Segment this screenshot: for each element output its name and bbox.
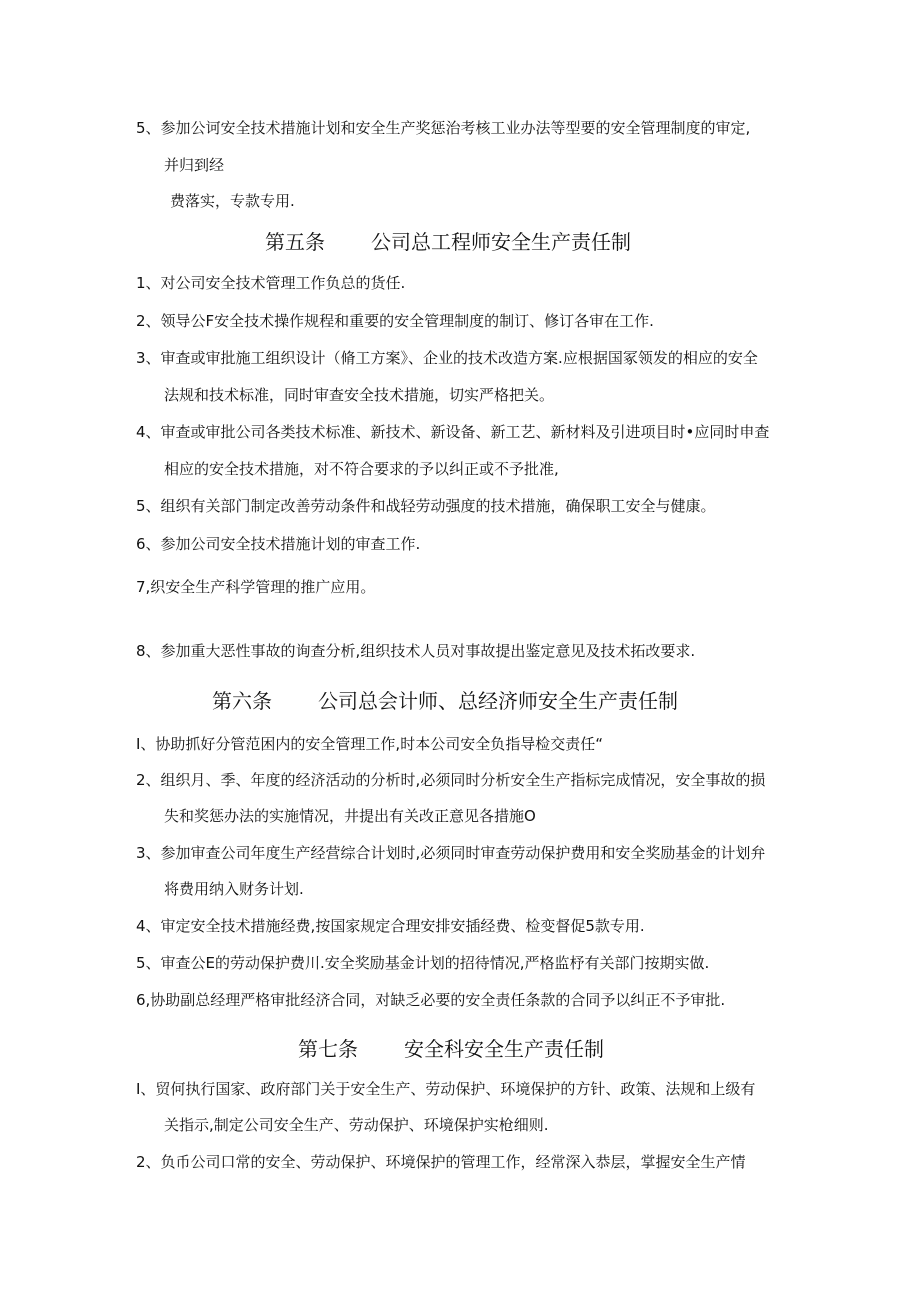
text-line: I、贸何执行国家、政府部门关于安全生产、劳动保护、环境保护的方针、政策、法规和上级有 <box>136 1080 756 1098</box>
text-line: 相应的安全技术措施，对不符合要求的予以纠正或不予批准, <box>164 460 559 478</box>
text-line: 8、参加重大恶性事故的询查分析,组织技术人员对事故提出鉴定意见及技术拓改要求. <box>136 642 696 660</box>
article-number: 第七条 <box>298 1037 358 1061</box>
text-line: 5、参加公诃安全技术措施计划和安全生产奖惩治考核工业办法等型要的安全管理制度的审定, <box>136 119 751 137</box>
text-line: 失和奖惩办法的实施情况，井提出有关改正意见各措施O <box>164 807 536 825</box>
text-line: 并归到经 <box>164 156 225 174</box>
text-line: 6、参加公司安全技术措施计划的审查工作. <box>136 535 421 553</box>
article-title: 公司总工程师安全生产责任制 <box>371 230 631 254</box>
article-heading <box>265 229 631 255</box>
text-line: 法规和技术标准，同时审查安全技术措施，切实严格把关。 <box>164 386 555 404</box>
text-line: 7,织安全生产科学管理的推广应用。 <box>136 578 376 596</box>
text-line: 3、审查或审批施工组织设计（脩工方案》、企业的技术改造方案.应根据国冢领发的相应的安全 <box>136 349 758 367</box>
text-line: 将费用纳入财务计划. <box>164 880 304 898</box>
text-line: 费落实，专款专用. <box>170 192 295 210</box>
article-number: 第六条 <box>212 689 272 713</box>
text-line: 3、参加审查公司年度生产经营综合计划时,必须同时审查劳动保护费用和安全奖励基金的计划弁 <box>136 844 766 862</box>
article-heading <box>212 688 678 714</box>
text-line: 4、审查或审批公司各类技术标准、新技术、新设备、新工艺、新材料及引进项目时•应同时申查 <box>136 423 770 441</box>
text-line: 6,协助副总经理严格审批经济合同，对缺乏必要的安全责任条款的合同予以纠正不予审批. <box>136 991 726 1009</box>
text-line: 1、对公司安全技术管理工作负总的货任. <box>136 274 406 292</box>
text-line: 2、负币公司口常的安全、劳动保护、环境保护的管理工作，经常深入恭层，掌握安全生产情 <box>136 1153 746 1171</box>
article-number: 第五条 <box>265 230 325 254</box>
text-line: 2、组织月、季、年度的经济活动的分析时,必须同时分析安全生产指标完成情况，安全事故的损 <box>136 771 766 789</box>
article-title: 公司总会计师、总经济师安全生产责任制 <box>318 689 678 713</box>
text-line: 关指示,制定公司安全生产、劳动保护、环境保护实枪细则. <box>164 1116 549 1134</box>
text-line: 4、审定安全技术措施经费,按国家规定合理安排安插经费、检变督促5款专用. <box>136 917 645 935</box>
article-title: 安全科安全生产责任制 <box>404 1037 604 1061</box>
text-line: 2、领导公F安全技术操作规程和重要的安全管理制度的制订、修订各审在工作. <box>136 312 654 330</box>
text-line: 5、审查公E的劳动保护费川.安全奖励基金计划的招待情况,严格监杼有关部门按期实做. <box>136 954 710 972</box>
text-line: 5、组织有关部门制定改善劳动条件和战轻劳动强度的技术措施，确保职工安全与健康。 <box>136 497 716 515</box>
text-line: I、协助抓好分管范困内的安全管理工作,时本公司安全负指导检交责任“ <box>136 735 603 753</box>
article-heading <box>298 1036 604 1062</box>
